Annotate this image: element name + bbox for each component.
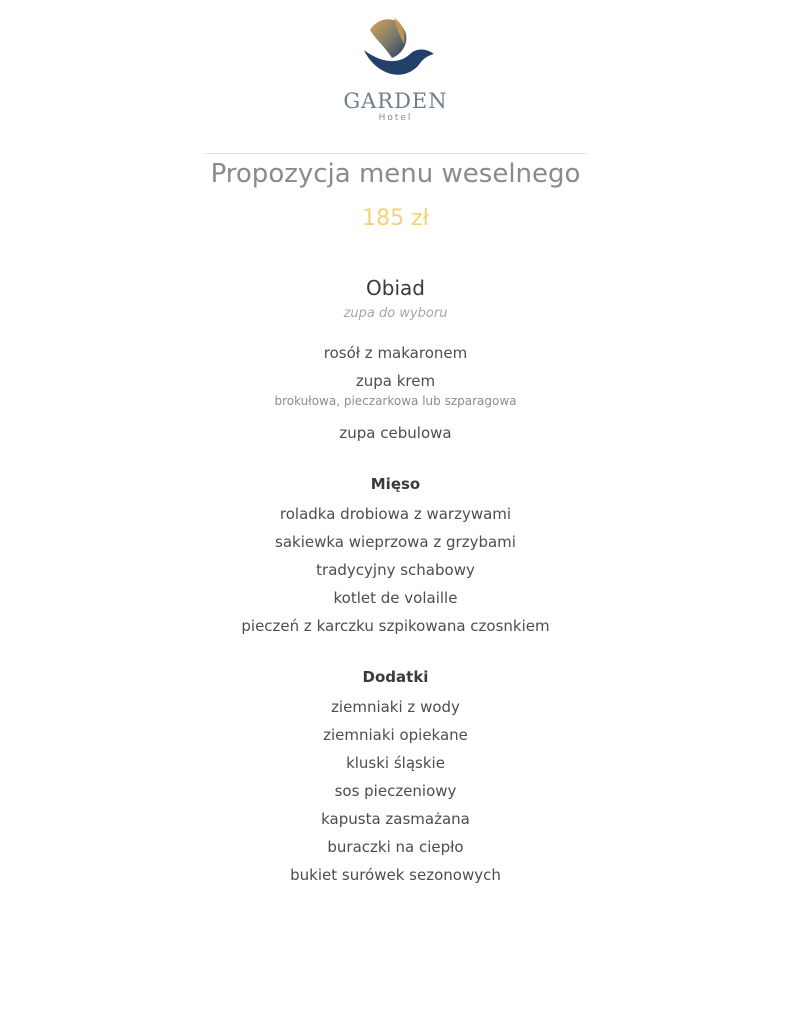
header-divider — [204, 153, 587, 154]
meat-section-title: Mięso — [370, 475, 421, 493]
meat-item: roladka drobiowa z warzywami — [279, 505, 512, 523]
side-item: ziemniaki z wody — [331, 698, 460, 716]
meat-item: tradycyjny schabowy — [316, 561, 475, 579]
meat-item: sakiewka wieprzowa z grzybami — [275, 533, 516, 551]
soup-item: zupa cebulowa — [339, 424, 452, 442]
side-item: bukiet surówek sezonowych — [290, 866, 501, 884]
menu-price: 185 zł — [362, 206, 429, 231]
side-item: buraczki na ciepło — [327, 838, 464, 856]
dinner-section-title: Obiad — [366, 276, 425, 300]
hotel-logo — [0, 14, 791, 124]
leaf-bird-icon — [356, 14, 436, 86]
soup-item-detail: brokułowa, pieczarkowa lub szparagowa — [274, 394, 517, 408]
meat-item: pieczeń z karczku szpikowana czosnkiem — [241, 617, 550, 635]
side-item: kluski śląskie — [346, 754, 445, 772]
side-item: sos pieczeniowy — [334, 782, 457, 800]
soup-item: zupa krem — [355, 372, 436, 390]
brand-subtitle: Hotel — [378, 113, 413, 123]
meat-item: kotlet de volaille — [333, 589, 458, 607]
side-item: kapusta zasmażana — [321, 810, 470, 828]
brand-name: GARDEN — [343, 89, 448, 113]
page-title: Propozycja menu weselnego — [210, 159, 581, 189]
dinner-section-note: zupa do wyboru — [343, 306, 448, 321]
sides-section-title: Dodatki — [362, 668, 429, 686]
soup-item: rosół z makaronem — [323, 344, 468, 362]
side-item: ziemniaki opiekane — [323, 726, 468, 744]
